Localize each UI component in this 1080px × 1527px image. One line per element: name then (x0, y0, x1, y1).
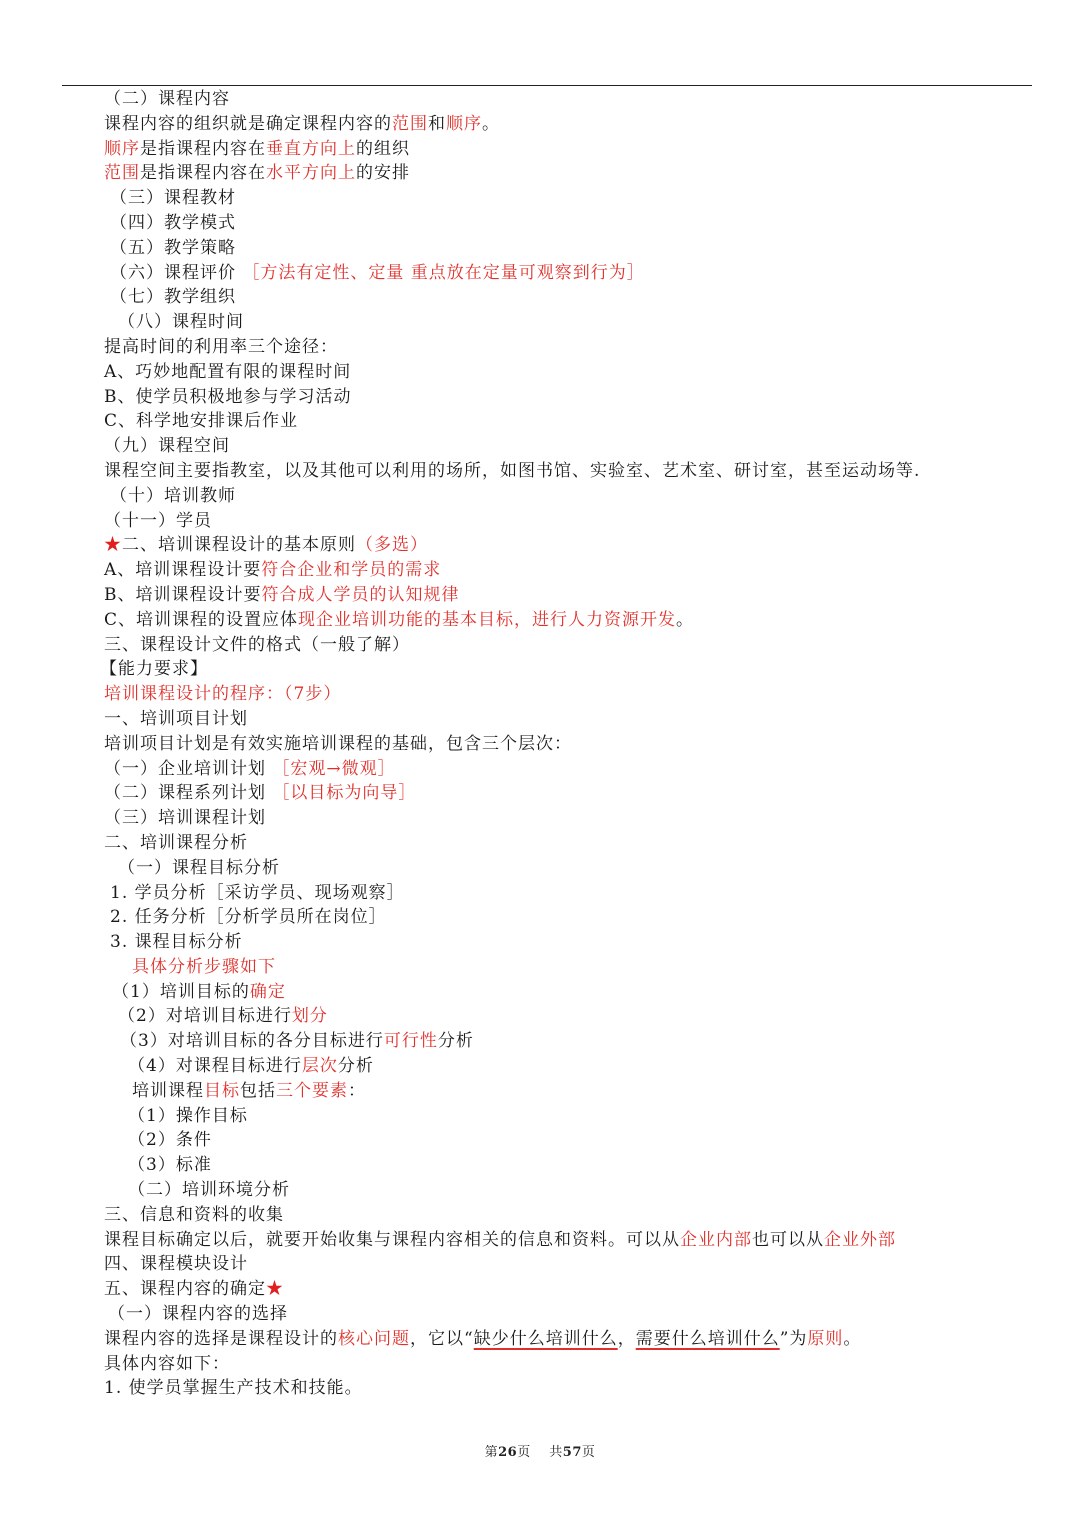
line-text: 。 (482, 113, 500, 134)
line-text: （3）对培训目标的各分目标进行 (120, 1031, 384, 1052)
text-line (0, 409, 1080, 434)
line-text: 是指课程内容在 (140, 163, 266, 184)
text-line (0, 831, 1080, 856)
highlight-text: 目标 (204, 1080, 240, 1101)
total-prefix: 共 (549, 1445, 563, 1460)
total-pages: 57 (562, 1445, 582, 1460)
underlined-text: 缺少什么培训什么 (473, 1328, 618, 1349)
line-text: 培训项目计划是有效实施培训课程的基础，包含三个层次： (104, 733, 572, 754)
line-text: 分析 (337, 1056, 374, 1077)
text-line (0, 1029, 1080, 1054)
line-text: 2. 任务分析［分析学员所在岗位］ (110, 907, 387, 928)
page-footer (0, 1441, 1080, 1460)
line-text: ： (348, 1080, 366, 1101)
highlight-text: 顺序 (104, 138, 140, 159)
highlight-text: 企业内部 (680, 1229, 752, 1250)
line-text: 培训课程 (132, 1080, 204, 1101)
line-text: （1）操作目标 (128, 1105, 248, 1126)
line-text: 。 (676, 609, 695, 630)
text-line (0, 905, 1080, 930)
text-line (0, 360, 1080, 385)
line-text: （六）课程评价 (110, 262, 243, 283)
text-line (0, 186, 1080, 211)
text-line (0, 1104, 1080, 1129)
text-line (0, 657, 1080, 682)
text-line (0, 1228, 1080, 1253)
document-body (0, 87, 1080, 1401)
highlight-text: 确定 (249, 981, 286, 1002)
line-text: （十一）学员 (104, 510, 212, 531)
line-text: 四、课程模块设计 (104, 1254, 248, 1275)
page-suffix: 页 (517, 1445, 531, 1460)
line-text: B、培训课程设计要 (104, 584, 262, 605)
text-line (0, 533, 1080, 558)
line-text: （三）培训课程计划 (104, 808, 266, 829)
line-text: （2）对培训目标进行 (118, 1006, 292, 1027)
text-line (0, 757, 1080, 782)
text-line (0, 1153, 1080, 1178)
line-text: 的安排 (356, 163, 410, 184)
text-line (0, 1178, 1080, 1203)
text-line (0, 137, 1080, 162)
line-text: B、使学员积极地参与学习活动 (104, 386, 352, 407)
line-text: 和 (428, 113, 446, 134)
line-text: 【能力要求】 (100, 659, 208, 680)
highlight-text: 可行性 (383, 1031, 438, 1052)
highlight-text: 层次 (301, 1056, 338, 1077)
text-line (0, 1079, 1080, 1104)
line-text: （十）培训教师 (110, 485, 236, 506)
line-text: C、培训课程的设置应体 (104, 609, 299, 630)
text-line (0, 1376, 1080, 1401)
text-line (0, 1054, 1080, 1079)
highlight-text: 具体分析步骤如下 (132, 956, 276, 977)
text-line (0, 261, 1080, 286)
text-line (0, 1302, 1080, 1327)
line-text: 3. 课程目标分析 (110, 932, 243, 953)
text-line (0, 1203, 1080, 1228)
highlight-text: 符合成人学员的认知规律 (261, 584, 460, 605)
line-text: 1. 使学员掌握生产技术和技能。 (104, 1378, 363, 1399)
line-text: （四）教学模式 (110, 212, 236, 233)
text-line (0, 87, 1080, 112)
line-text: （二）培训环境分析 (128, 1180, 290, 1201)
line-text: 包括 (240, 1080, 276, 1101)
text-line (0, 236, 1080, 261)
line-text: 具体内容如下： (104, 1353, 230, 1374)
highlight-text: 水平方向上 (266, 163, 356, 184)
line-text: 是指课程内容在 (140, 138, 266, 159)
line-text: ”为 (779, 1328, 808, 1349)
text-line (0, 161, 1080, 186)
text-line (0, 608, 1080, 633)
text-line (0, 484, 1080, 509)
line-text: （一）企业培训计划 (104, 758, 273, 779)
line-text: 课程内容的选择是课程设计的 (104, 1328, 338, 1349)
line-text: （4）对课程目标进行 (128, 1056, 302, 1077)
line-text: ， (617, 1328, 636, 1349)
text-line (0, 1327, 1080, 1352)
line-text: （一）课程目标分析 (118, 857, 280, 878)
line-text: （八）课程时间 (118, 312, 244, 333)
highlight-text: 垂直方向上 (266, 138, 356, 159)
text-line (0, 385, 1080, 410)
text-line (0, 211, 1080, 236)
line-text: （2）条件 (128, 1130, 212, 1151)
line-text: 一、培训项目计划 (104, 708, 248, 729)
line-text: （二）课程内容 (104, 89, 230, 109)
highlight-text: 培训课程设计的程序：（7步） (104, 684, 342, 705)
line-text: 二、培训课程设计的基本原则 (122, 535, 356, 556)
line-text: （1）培训目标的 (112, 981, 250, 1002)
line-text: A、培训课程设计要 (104, 560, 262, 581)
text-line (0, 509, 1080, 534)
line-text: （二）课程系列计划 (104, 783, 273, 804)
text-line (0, 459, 1080, 484)
line-text: （三）课程教材 (110, 188, 236, 209)
text-line (0, 1352, 1080, 1377)
text-line (0, 930, 1080, 955)
text-line (0, 112, 1080, 137)
highlight-text: 现企业培训功能的基本目标，进行人力资源开发 (298, 609, 677, 630)
line-text: （一）课程内容的选择 (108, 1304, 288, 1325)
line-text: ，它以“ (410, 1328, 474, 1349)
text-line (0, 1004, 1080, 1029)
highlight-text: 划分 (291, 1006, 328, 1027)
page-prefix: 第 (484, 1445, 499, 1460)
line-text: 五、课程内容的确定 (104, 1279, 266, 1300)
text-line (0, 1128, 1080, 1153)
text-line (0, 781, 1080, 806)
highlight-text: （多选） (356, 535, 428, 556)
highlight-text: 原则 (807, 1328, 844, 1349)
header-rule (62, 85, 1032, 86)
underlined-text: 需要什么培训什么 (635, 1328, 780, 1349)
highlight-text: 企业外部 (824, 1229, 896, 1250)
text-line (0, 806, 1080, 831)
star-icon: ★ (104, 535, 122, 556)
line-text: （九）课程空间 (104, 436, 230, 457)
text-line (0, 980, 1080, 1005)
line-text: 课程内容的组织就是确定课程内容的 (104, 113, 392, 134)
highlight-text: ［宏观→微观］ (272, 758, 396, 779)
text-line (0, 335, 1080, 360)
text-line (0, 1252, 1080, 1277)
text-line (0, 434, 1080, 459)
line-text: 分析 (437, 1031, 474, 1052)
total-suffix: 页 (581, 1445, 596, 1460)
text-line (0, 856, 1080, 881)
line-text: 课程目标确定以后，就要开始收集与课程内容相关的信息和资料。可以从 (104, 1229, 680, 1250)
highlight-text: ［方法有定性、定量 重点放在定量可观察到行为］ (242, 262, 645, 283)
highlight-text: 核心问题 (338, 1328, 410, 1349)
highlight-text: 三个要素 (276, 1080, 348, 1101)
star-icon: ★ (266, 1279, 284, 1300)
line-text: （3）标准 (128, 1155, 212, 1176)
text-line (0, 558, 1080, 583)
text-line (0, 1277, 1080, 1302)
highlight-text: 符合企业和学员的需求 (261, 560, 442, 581)
highlight-text: 范围 (392, 113, 428, 134)
highlight-text: 范围 (104, 163, 140, 184)
line-text: 三、信息和资料的收集 (104, 1204, 284, 1225)
line-text: C、科学地安排课后作业 (104, 411, 299, 432)
text-line (0, 707, 1080, 732)
line-text: 1. 学员分析［采访学员、现场观察］ (110, 882, 405, 903)
line-text: 三、课程设计文件的格式（一般了解） (104, 634, 410, 655)
line-text: （五）教学策略 (110, 237, 236, 258)
page-number: 26 (498, 1445, 518, 1460)
line-text: 。 (843, 1328, 862, 1349)
line-text: 二、培训课程分析 (104, 832, 248, 853)
highlight-text: ［以目标为向导］ (272, 783, 417, 804)
line-text: A、巧妙地配置有限的课程时间 (104, 361, 352, 382)
text-line (0, 955, 1080, 980)
highlight-text: 顺序 (446, 113, 482, 134)
line-text: 的组织 (356, 138, 410, 159)
text-line (0, 583, 1080, 608)
text-line (0, 881, 1080, 906)
line-text: 课程空间主要指教室，以及其他可以利用的场所，如图书馆、实验室、艺术室、研讨室，甚至运动场等. (104, 460, 921, 481)
text-line (0, 633, 1080, 658)
text-line (0, 310, 1080, 335)
line-text: （七）教学组织 (110, 287, 236, 308)
text-line (0, 285, 1080, 310)
text-line (0, 732, 1080, 757)
text-line (0, 682, 1080, 707)
line-text: 也可以从 (752, 1229, 824, 1250)
line-text: 提高时间的利用率三个途径： (104, 336, 338, 357)
